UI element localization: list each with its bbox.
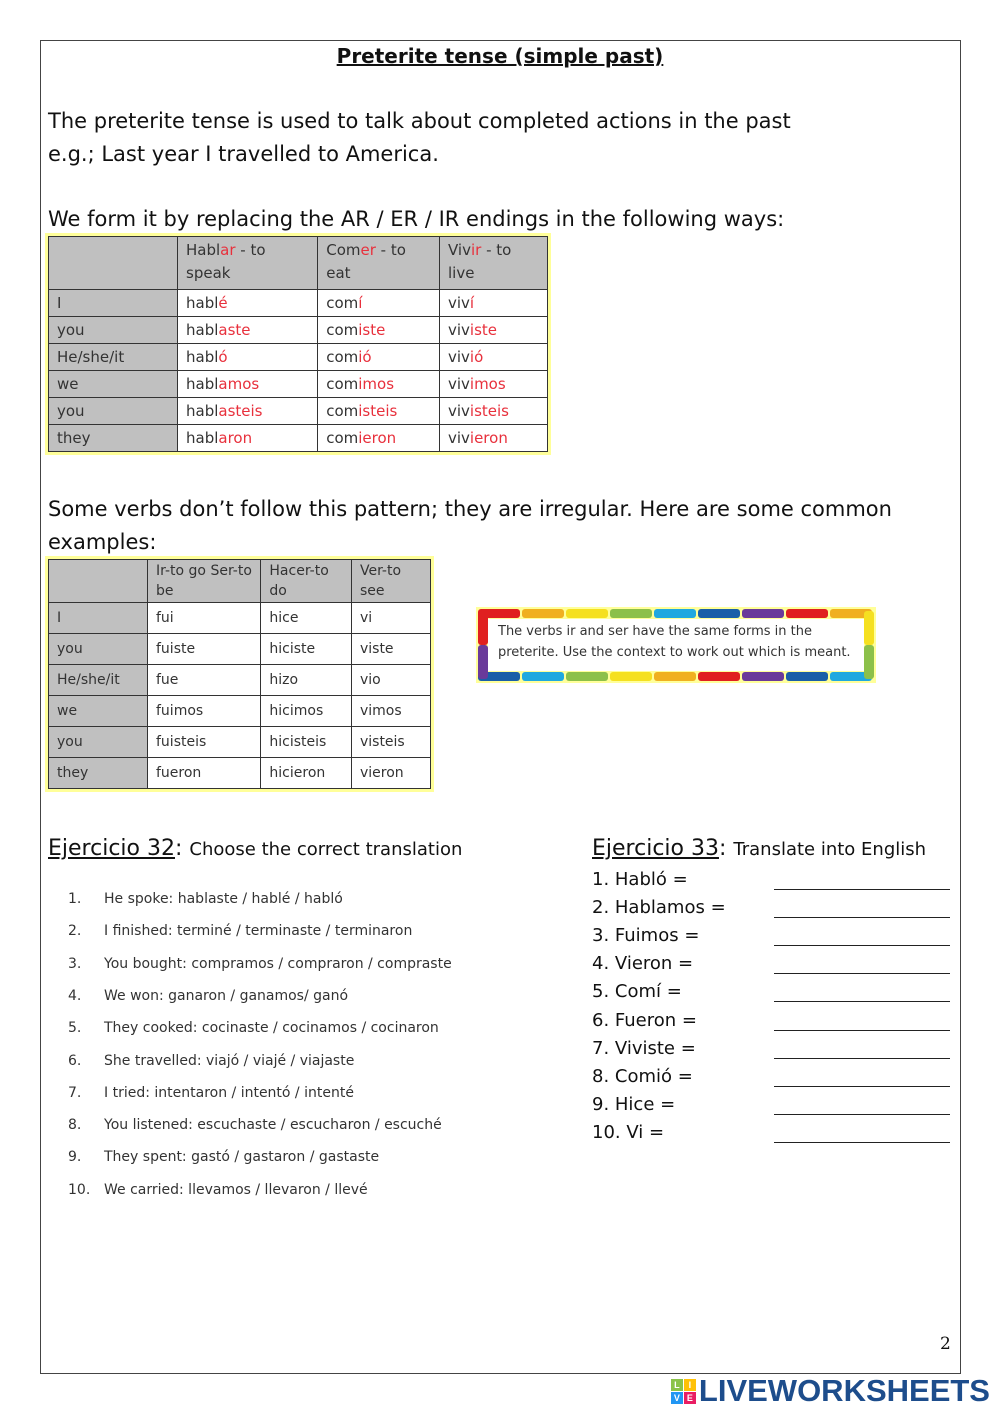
verb-stem: viv (447, 348, 470, 366)
person-cell: you (49, 317, 178, 344)
exercise-32-item (68, 1149, 379, 1165)
verb-stem: habl (186, 375, 219, 393)
answer-blank[interactable] (774, 1094, 950, 1115)
item-number: 4. (68, 987, 82, 1004)
irregular-line: Some verbs don’t follow this pattern; they are irregular. Here are some common (48, 497, 892, 521)
exercise-32-heading: Ejercicio 32: Choose the correct translation (48, 836, 463, 861)
verb-form-cell (178, 317, 318, 344)
person-cell: He/she/it (49, 344, 178, 371)
header-cell: Ir-to go Ser-to be (148, 560, 261, 603)
header-rest: - to speak (186, 241, 266, 282)
header-cell (318, 237, 440, 290)
item-prompt: 9. Hice = (592, 1093, 676, 1115)
verb-form-cell: fue (148, 665, 261, 696)
exercise-32-item (68, 956, 452, 972)
item-prompt: 2. Hablamos = (592, 897, 726, 919)
verb-ending: isteis (358, 402, 398, 420)
intro-line: The preterite tense is used to talk about completed actions in the past (48, 109, 791, 133)
verb-form-cell (178, 371, 318, 398)
exercise-33-item (592, 869, 952, 890)
verb-ending: imos (469, 375, 506, 393)
verb-ending: ió (358, 348, 372, 366)
verb-form-cell (439, 425, 547, 452)
verb-form-cell: fui (148, 603, 261, 634)
person-cell: you (49, 398, 178, 425)
example-line: e.g.; Last year I travelled to America. (48, 142, 439, 166)
answer-blank[interactable] (774, 1122, 950, 1143)
verb-form-cell (178, 425, 318, 452)
exercise-32-item (68, 891, 343, 907)
verb-form-cell (318, 290, 440, 317)
border-segment (698, 672, 740, 681)
verb-ending: é (218, 294, 228, 312)
answer-blank[interactable] (774, 1066, 950, 1087)
item-text: You listened: escuchaste / escucharon / escuché (104, 1117, 442, 1134)
border-segment (864, 645, 874, 679)
item-number: 5. (68, 1020, 82, 1037)
item-prompt: 10. Vi = (592, 1121, 665, 1143)
verb-form-cell: viste (351, 634, 430, 665)
page-number: 2 (940, 1334, 951, 1354)
verb-stem: com (326, 429, 359, 447)
person-cell: they (49, 758, 148, 789)
verb-stem: com (326, 294, 359, 312)
item-prompt: 3. Fuimos = (592, 925, 700, 947)
border-segment (742, 609, 784, 618)
exercise-33-item (592, 925, 952, 946)
item-number: 2. (68, 923, 82, 940)
border-segment (610, 609, 652, 618)
header-rest: - to live (447, 241, 512, 282)
verb-form-cell: vieron (351, 758, 430, 789)
verb-form-cell (318, 317, 440, 344)
header-cell (49, 237, 178, 290)
form-instruction: We form it by replacing the AR / ER / IR endings in the following ways: (48, 207, 785, 231)
answer-blank[interactable] (774, 1010, 950, 1031)
item-number: 9. (68, 1149, 82, 1166)
irregular-line: examples: (48, 530, 157, 554)
item-prompt: 4. Vieron = (592, 953, 694, 975)
verb-form-cell: fuiste (148, 634, 261, 665)
verb-form-cell: vimos (351, 696, 430, 727)
item-text: I tried: intentaron / intentó / intenté (104, 1084, 354, 1101)
verb-stem: viv (447, 402, 470, 420)
verb-ending: isteis (469, 402, 509, 420)
border-segment (864, 611, 874, 645)
exercise-33-instruction: Translate into English (733, 839, 927, 860)
verb-stem: viv (447, 429, 470, 447)
border-segment (522, 609, 564, 618)
table-row (49, 290, 548, 317)
item-text: They cooked: cocinaste / cocinamos / cocinaron (104, 1020, 439, 1037)
verb-stem: viv (447, 375, 470, 393)
brand-logo[interactable] (671, 1374, 990, 1408)
item-text: We won: ganaron / ganamos/ ganó (104, 987, 349, 1004)
person-cell: I (49, 290, 178, 317)
header-stem: Com (326, 241, 361, 259)
brand-name: LIVEWORKSHEETS (698, 1373, 990, 1408)
verb-form-cell (178, 290, 318, 317)
item-prompt: 1. Habló = (592, 869, 688, 890)
border-segment (566, 672, 608, 681)
exercise-32-item (68, 923, 412, 939)
verb-form-cell (439, 290, 547, 317)
border-segment (786, 609, 828, 618)
verb-stem: habl (186, 321, 219, 339)
exercise-33-heading: Ejercicio 33: Translate into English (592, 836, 927, 861)
border-segment (478, 611, 488, 645)
exercise-33-title: Ejercicio 33 (592, 836, 719, 861)
irregular-intro (48, 493, 892, 559)
header-stem: Habl (186, 241, 221, 259)
verb-form-cell: vio (351, 665, 430, 696)
item-number: 10. (68, 1181, 91, 1198)
item-text: They spent: gastó / gastaron / gastaste (104, 1149, 380, 1166)
verb-ending: ió (469, 348, 484, 366)
item-text: She travelled: viajó / viajé / viajaste (104, 1052, 355, 1069)
verb-stem: viv (447, 294, 470, 312)
verb-form-cell: hiciste (261, 634, 352, 665)
table-header-row (49, 237, 548, 290)
border-segment (566, 609, 608, 618)
table-row (49, 398, 548, 425)
verb-form-cell: visteis (351, 727, 430, 758)
verb-stem: habl (186, 402, 219, 420)
verb-form-cell (178, 398, 318, 425)
note-text: The verbs ir and ser have the same forms in the preterite. Use the context to work out which is meant. (488, 619, 864, 671)
exercise-33-item (592, 1066, 952, 1087)
header-end: ar (220, 241, 236, 259)
verb-form-cell (318, 398, 440, 425)
table-row (49, 696, 431, 727)
verb-stem: habl (186, 348, 219, 366)
header-cell: Hacer-to do (261, 560, 352, 603)
page-title: Preterite tense (simple past) (336, 44, 664, 68)
note-box (476, 607, 876, 683)
item-text: He spoke: hablaste / hablé / habló (104, 891, 343, 907)
border-segment (654, 609, 696, 618)
item-text: You bought: compramos / compraron / compraste (104, 955, 452, 972)
answer-blank[interactable] (774, 869, 950, 890)
verb-form-cell: fueron (148, 758, 261, 789)
verb-form-cell: fuimos (148, 696, 261, 727)
logo-icon: L I V E (671, 1379, 696, 1404)
item-prompt: 7. Viviste = (592, 1037, 696, 1059)
border-segment (786, 672, 828, 681)
verb-form-cell (439, 398, 547, 425)
table-row (49, 727, 431, 758)
verb-ending: imos (358, 375, 395, 393)
table-row (49, 758, 431, 789)
table-row (49, 634, 431, 665)
answer-blank[interactable] (774, 953, 950, 974)
item-number: 7. (68, 1084, 82, 1101)
exercise-32-item (68, 1020, 439, 1036)
header-end: er (360, 241, 376, 259)
item-number: 6. (68, 1052, 82, 1069)
exercise-32-item (68, 1117, 442, 1133)
item-prompt: 5. Comí = (592, 981, 682, 1003)
item-prompt: 8. Comió = (592, 1065, 693, 1087)
exercise-32-item (68, 1182, 368, 1198)
border-segment (698, 609, 740, 618)
border-segment (522, 672, 564, 681)
verb-form-cell (318, 344, 440, 371)
item-number: 8. (68, 1117, 82, 1134)
person-cell: I (49, 603, 148, 634)
verb-ending: í (358, 294, 363, 312)
answer-blank[interactable] (774, 897, 950, 918)
border-segment (654, 672, 696, 681)
verb-form-cell: hicieron (261, 758, 352, 789)
person-cell: He/she/it (49, 665, 148, 696)
verb-form-cell: fuisteis (148, 727, 261, 758)
border-segment (610, 672, 652, 681)
verb-ending: iste (469, 321, 497, 339)
person-cell: you (49, 634, 148, 665)
table-row (49, 425, 548, 452)
table-row (49, 317, 548, 344)
exercise-33-item (592, 897, 952, 918)
item-text: I finished: terminé / terminaste / terminaron (104, 923, 413, 940)
person-cell: you (49, 727, 148, 758)
verb-form-cell: hicisteis (261, 727, 352, 758)
person-cell: we (49, 696, 148, 727)
exercise-32-instruction: Choose the correct translation (189, 839, 463, 860)
exercise-33-item (592, 1038, 952, 1059)
verb-stem: habl (186, 294, 219, 312)
verb-ending: í (469, 294, 475, 312)
exercise-32-item (68, 1053, 354, 1069)
verb-ending: aron (218, 429, 253, 447)
verb-stem: viv (447, 321, 470, 339)
header-end: ir (470, 241, 482, 259)
verb-form-cell (178, 344, 318, 371)
exercise-32-item (68, 988, 348, 1004)
verb-ending: amos (218, 375, 260, 393)
verb-form-cell: vi (351, 603, 430, 634)
verb-form-cell (439, 317, 547, 344)
verb-form-cell (439, 344, 547, 371)
exercise-32-title: Ejercicio 32 (48, 836, 175, 861)
verb-form-cell: hice (261, 603, 352, 634)
verb-form-cell (318, 425, 440, 452)
verb-stem: habl (186, 429, 219, 447)
header-stem: Viv (447, 241, 471, 259)
item-text: We carried: llevamos / llevaron / llevé (104, 1181, 368, 1198)
person-cell: they (49, 425, 178, 452)
verb-form-cell (318, 371, 440, 398)
table-row (49, 371, 548, 398)
table-row (49, 344, 548, 371)
exercise-33-item (592, 981, 952, 1002)
verb-ending: ó (218, 348, 228, 366)
item-number: 1. (68, 891, 82, 907)
verb-form-cell: hizo (261, 665, 352, 696)
exercise-33-item (592, 1122, 952, 1143)
table-header-row (49, 560, 431, 603)
verb-ending: iste (358, 321, 386, 339)
verb-stem: com (326, 348, 359, 366)
header-cell (49, 560, 148, 603)
table-row (49, 665, 431, 696)
verb-stem: com (326, 402, 359, 420)
verb-ending: asteis (218, 402, 263, 420)
border-segment (742, 672, 784, 681)
answer-blank[interactable] (774, 1038, 950, 1059)
verb-form-cell: hicimos (261, 696, 352, 727)
person-cell: we (49, 371, 178, 398)
intro-text (48, 105, 791, 171)
answer-blank[interactable] (774, 925, 950, 946)
border-segment (478, 645, 488, 679)
verb-ending: ieron (469, 429, 508, 447)
exercise-33-item (592, 953, 952, 974)
verb-ending: aste (218, 321, 251, 339)
header-rest: - to eat (326, 241, 406, 282)
verb-form-cell (439, 371, 547, 398)
header-cell: Ver-to see (351, 560, 430, 603)
irregular-verbs-table (48, 559, 431, 789)
table-row (49, 603, 431, 634)
verb-stem: com (326, 321, 359, 339)
answer-blank[interactable] (774, 981, 950, 1002)
header-cell (178, 237, 318, 290)
exercise-33-item (592, 1094, 952, 1115)
verb-stem: com (326, 375, 359, 393)
verb-ending: ieron (358, 429, 397, 447)
exercise-33-item (592, 1010, 952, 1031)
regular-verbs-table (48, 236, 548, 452)
exercise-32-item (68, 1085, 354, 1101)
item-prompt: 6. Fueron = (592, 1009, 697, 1031)
item-number: 3. (68, 955, 82, 972)
header-cell (439, 237, 547, 290)
